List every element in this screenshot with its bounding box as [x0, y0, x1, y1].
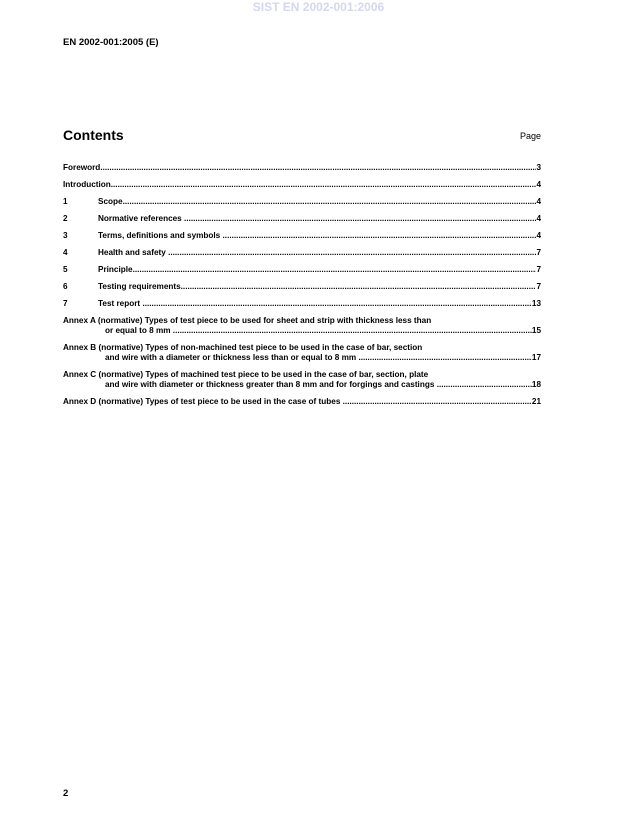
toc-entry-testing-requirements[interactable]	[63, 282, 541, 292]
page-column-label: Page	[519, 131, 541, 141]
leader-dots	[142, 299, 531, 309]
section-number: 5	[63, 265, 68, 274]
toc-entry-annex-a[interactable]	[63, 316, 541, 336]
toc-page: 13	[531, 299, 541, 308]
leader-dots	[173, 326, 532, 336]
section-number: 2	[63, 214, 68, 223]
toc-page: 7	[536, 248, 541, 257]
toc-entry-normative-references[interactable]	[63, 214, 541, 224]
toc-entry-terms-definitions[interactable]	[63, 231, 541, 241]
section-number: 6	[63, 282, 68, 291]
toc-page: 7	[536, 282, 541, 291]
toc-page: 21	[531, 397, 541, 406]
table-of-contents	[63, 163, 541, 407]
toc-entry-principle[interactable]	[63, 265, 541, 275]
leader-dots	[111, 180, 537, 190]
page-number: 2	[63, 788, 69, 799]
toc-label-line1: Annex A (normative) Types of test piece to be used for sheet and strip with thickness less than	[63, 316, 432, 325]
toc-label: Testing requirements	[98, 282, 181, 291]
toc-label: Terms, definitions and symbols	[98, 231, 221, 240]
leader-dots	[343, 397, 532, 407]
leader-dots	[437, 380, 532, 390]
toc-entry-annex-b[interactable]	[63, 343, 541, 363]
toc-entry-foreword[interactable]	[63, 163, 541, 173]
toc-page: 4	[536, 231, 541, 240]
toc-page: 7	[536, 265, 541, 274]
toc-label-line2: and wire with a diameter or thickness less than or equal to 8 mm	[105, 353, 357, 362]
toc-label-line1: Annex B (normative) Types of non-machined test piece to be used in the case of bar, section	[63, 343, 423, 352]
leader-dots	[100, 163, 536, 173]
contents-title: Contents	[63, 127, 124, 143]
toc-page: 4	[536, 180, 541, 189]
toc-entry-annex-d[interactable]	[63, 397, 541, 407]
toc-label: Introduction	[63, 180, 111, 189]
leader-dots	[181, 282, 537, 292]
section-number: 1	[63, 197, 68, 206]
watermark: SIST EN 2002-001:2006	[252, 0, 385, 14]
toc-entry-test-report[interactable]	[63, 299, 541, 309]
toc-entry-annex-c[interactable]	[63, 370, 541, 390]
toc-page: 4	[536, 214, 541, 223]
toc-label: Health and safety	[98, 248, 166, 257]
leader-dots	[184, 214, 536, 224]
toc-page: 3	[536, 163, 541, 172]
toc-label: Principle	[98, 265, 133, 274]
toc-label-line2: and wire with diameter or thickness greater than 8 mm and for forgings and castings	[105, 380, 435, 389]
leader-dots	[123, 197, 537, 207]
toc-label: Annex D (normative) Types of test piece to be used in the case of tubes	[63, 397, 341, 406]
leader-dots	[358, 353, 531, 363]
toc-page: 17	[531, 353, 541, 362]
toc-entry-scope[interactable]	[63, 197, 541, 207]
leader-dots	[168, 248, 536, 258]
toc-label: Scope	[98, 197, 123, 206]
document-id: EN 2002-001:2005 (E)	[63, 37, 159, 48]
toc-page: 18	[531, 380, 541, 389]
toc-label: Test report	[98, 299, 141, 308]
toc-page: 15	[531, 326, 541, 335]
section-number: 7	[63, 299, 68, 308]
toc-label: Normative references	[98, 214, 182, 223]
toc-label-line1: Annex C (normative) Types of machined test piece to be used in the case of bar, section, plate	[63, 370, 429, 379]
toc-page: 4	[536, 197, 541, 206]
section-number: 3	[63, 231, 68, 240]
toc-label-line2: or equal to 8 mm	[105, 326, 171, 335]
section-number: 4	[63, 248, 68, 257]
toc-label: Foreword	[63, 163, 101, 172]
toc-entry-introduction[interactable]	[63, 180, 541, 190]
leader-dots	[133, 265, 537, 275]
leader-dots	[223, 231, 537, 241]
toc-entry-health-safety[interactable]	[63, 248, 541, 258]
